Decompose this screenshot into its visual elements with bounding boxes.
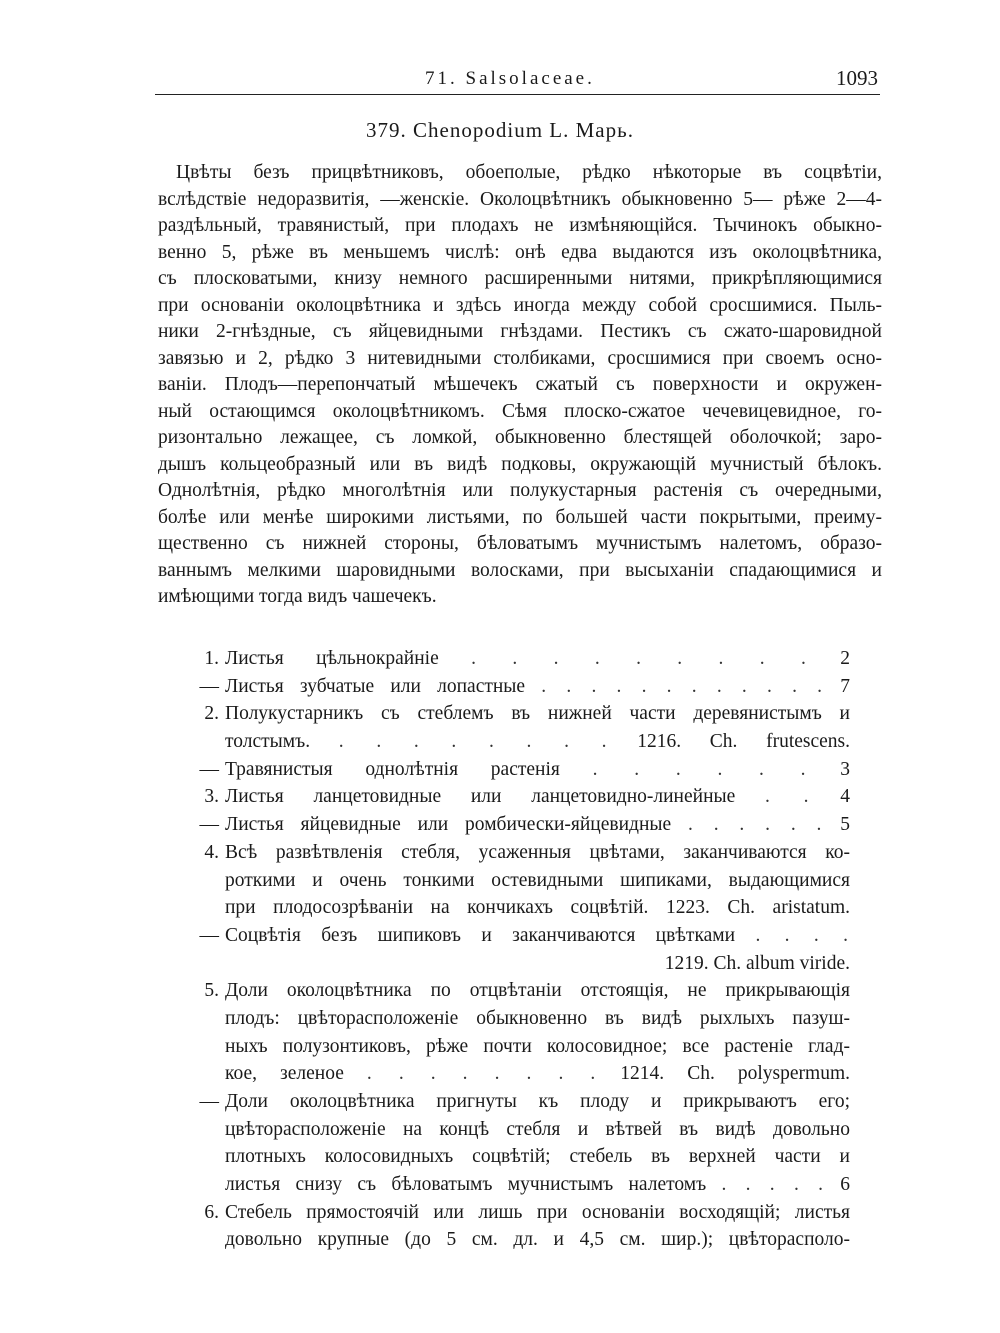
- key-text: Соцвѣтія безъ шипиковъ и заканчиваются цвѣтками: [225, 924, 736, 946]
- genus-description: [158, 160, 882, 611]
- key-text: Доли околоцвѣтника пригнуты къ плоду и прикрываютъ его;: [225, 1091, 850, 1112]
- key-row: [185, 811, 850, 839]
- key-reference: 1219. Ch. album viride.: [664, 952, 850, 974]
- key-row: [185, 977, 850, 1005]
- key-row: [185, 1088, 850, 1116]
- key-reference: 7: [840, 675, 850, 697]
- key-reference: 1223. Ch. aristatum.: [665, 897, 850, 919]
- key-row: [185, 867, 850, 895]
- key-row: [185, 700, 850, 728]
- key-reference: 2: [840, 648, 850, 669]
- key-row: [185, 1199, 850, 1227]
- description-line: съ плосковатыми, книзу немного расширенными нитями, прикрѣпляющимися: [158, 268, 882, 289]
- description-line: вслѣдствіе недоразвитія, —женскіе. Околоцвѣтникъ обыкновенно 5— рѣже 2—4-: [158, 188, 882, 210]
- key-leader: . . . . . . . . .: [471, 648, 808, 669]
- key-leader: . . . . . . . .: [338, 731, 609, 753]
- key-leader: . .: [765, 786, 811, 808]
- page-number: 1093: [836, 66, 878, 90]
- key-text: Доли околоцвѣтника по отцвѣтаніи отстоящія, не прикрывающія: [225, 980, 850, 1002]
- key-row: [185, 1060, 850, 1088]
- description-line: завязью и 2, рѣдко 3 нитевидными столбиками, сросшимися при своемъ осно-: [158, 347, 882, 369]
- description-line: венно 5, рѣже въ меньшемъ числѣ: онѣ едва выдаются изъ околоцвѣтника,: [158, 241, 882, 263]
- key-text: Всѣ развѣтвленія стебля, усаженныя цвѣтами, заканчиваются ко-: [225, 841, 850, 863]
- key-body: [225, 894, 850, 922]
- key-row: [185, 1033, 850, 1061]
- key-number: —: [199, 1091, 219, 1112]
- description-line: ваніи. Плодъ—перепончатый мѣшечекъ сжатый съ поверхности и окружен-: [158, 374, 882, 395]
- key-row: [185, 894, 850, 922]
- key-row: [185, 1226, 850, 1254]
- identification-key: [185, 645, 850, 1254]
- key-body: [225, 1143, 850, 1171]
- key-text: цвѣторасположеніе на концѣ стебля и вѣтвей въ видѣ довольно: [225, 1118, 850, 1140]
- key-number: 5.: [204, 980, 219, 1002]
- genus-heading: 379. Chenopodium L. Марь.: [366, 118, 634, 142]
- key-number: 4.: [204, 841, 219, 863]
- key-row: [185, 728, 850, 756]
- key-text: ныхъ полузонтиковъ, рѣже почти колосовидное; все растеніе глад-: [225, 1035, 850, 1057]
- key-number: —: [199, 675, 219, 697]
- description-line: ризонтально лежащее, съ ломкой, обыкновенно блестящей оболочкой; заро-: [158, 427, 882, 448]
- key-text: плотныхъ колосовидныхъ соцвѣтій; стебель въ верхней части и: [225, 1146, 850, 1168]
- key-leader: . . . . .: [721, 1174, 825, 1196]
- key-body: [225, 1088, 850, 1116]
- key-row: [185, 783, 850, 811]
- key-text: кое, зеленое: [225, 1063, 344, 1085]
- key-leader: . . . . . .: [688, 814, 824, 836]
- key-leader: . . . . . . . . . . . .: [541, 675, 825, 697]
- key-row: [185, 922, 850, 950]
- description-line: раздѣльный, травянистый, при плодахъ не измѣняющійся. Тычинокъ обыкно-: [158, 215, 882, 236]
- key-number: —: [199, 758, 219, 780]
- key-body: [225, 783, 850, 811]
- key-body: [225, 673, 850, 701]
- key-reference: 1214. Ch. polyspermum.: [620, 1063, 850, 1085]
- key-row: [185, 756, 850, 784]
- description-line: имѣющими тогда видъ чашечекъ.: [158, 586, 437, 607]
- description-line: Цвѣты безъ прицвѣтниковъ, обоеполые, рѣдко нѣкоторые въ соцвѣтіи,: [176, 162, 882, 183]
- key-row: [185, 1143, 850, 1171]
- key-body: [225, 1199, 850, 1227]
- description-line: при основаніи околоцвѣтника и здѣсь иногда между собой сросшимися. Пыль-: [158, 294, 882, 316]
- description-line: щественно съ нижней стороны, бѣловатымъ мучнистымъ налетомъ, образо-: [158, 533, 882, 554]
- key-text: Листья цѣльнокрайніе: [225, 648, 439, 669]
- key-body: [225, 728, 850, 756]
- key-text: довольно крупные (до 5 см. дл. и 4,5 см. шир.); цвѣторасполо-: [225, 1229, 850, 1251]
- key-text: Листья яйцевидные или ромбически-яйцевидные: [225, 814, 672, 836]
- description-line: ный остающимся околоцвѣтникомъ. Сѣмя плоско-сжатое чечевицевидное, го-: [158, 400, 882, 422]
- key-body: [225, 1171, 850, 1199]
- key-body: [225, 867, 850, 895]
- key-body: [225, 1116, 850, 1144]
- key-body: [225, 645, 850, 673]
- key-body: [225, 977, 850, 1005]
- key-leader: . . . .: [755, 924, 850, 946]
- key-number: 2.: [204, 703, 219, 725]
- key-number: —: [199, 814, 219, 836]
- description-line: болѣе или менѣе широкими листьями, по большей части покрытыми, преиму-: [158, 506, 882, 528]
- key-text: Травянистыя однолѣтнія растенія: [225, 758, 560, 780]
- key-text: Листья зубчатые или лопастные: [225, 675, 526, 697]
- key-body: [225, 950, 850, 978]
- key-row: [185, 1116, 850, 1144]
- key-leader: . . . . . . . .: [366, 1063, 598, 1085]
- section-title: 71. Salsolaceae.: [425, 68, 595, 89]
- description-line: дышъ кольцеобразный или въ видѣ подковы, окружающій мучнистый бѣлокъ.: [158, 453, 882, 475]
- key-text: Стебель прямостоячій или лишь при основаніи восходящій; листья: [225, 1201, 850, 1223]
- key-text: листья снизу съ бѣловатымъ мучнистымъ налетомъ: [225, 1174, 707, 1196]
- key-row: [185, 950, 850, 978]
- key-number: —: [199, 924, 219, 946]
- key-body: [225, 1005, 850, 1033]
- key-text: толстымъ.: [225, 731, 311, 753]
- key-body: [225, 756, 850, 784]
- key-reference: 3: [840, 758, 850, 780]
- key-number: 1.: [204, 648, 219, 669]
- key-text: Листья ланцетовидные или ланцетовидно-линейные: [225, 786, 736, 808]
- key-body: [225, 1033, 850, 1061]
- key-reference: 5: [840, 814, 850, 836]
- key-reference: 6: [840, 1174, 850, 1196]
- key-text: плодъ: цвѣторасположеніе обыкновенно въ видѣ рыхлыхъ пазуш-: [225, 1007, 850, 1029]
- key-row: [185, 1005, 850, 1033]
- key-text: Полукустарникъ съ стеблемъ въ нижней части деревянистымъ и: [225, 703, 850, 725]
- key-leader: . . . . . .: [592, 758, 808, 780]
- key-reference: 1216. Ch. frutescens.: [637, 731, 850, 753]
- key-text: роткими и очень тонкими остевидными шипиками, выдающимися: [225, 869, 850, 891]
- key-number: 3.: [204, 786, 219, 808]
- description-line: Однолѣтнія, рѣдко многолѣтнія или полукустарныя растенія съ очередными,: [158, 480, 882, 501]
- key-text: при плодосозрѣваніи на кончикахъ соцвѣтій.: [225, 897, 649, 919]
- key-row: [185, 673, 850, 701]
- key-row: [185, 839, 850, 867]
- key-row: [185, 1171, 850, 1199]
- key-row: [185, 645, 850, 673]
- key-body: [225, 700, 850, 728]
- running-head: [155, 64, 880, 95]
- key-number: 6.: [204, 1201, 219, 1223]
- description-line: ваннымъ мелкими шаровидными волосками, при высыханіи спадающимися и: [158, 559, 882, 581]
- key-body: [225, 1226, 850, 1254]
- key-body: [225, 922, 850, 950]
- key-reference: 4: [840, 786, 850, 808]
- key-body: [225, 839, 850, 867]
- key-body: [225, 1060, 850, 1088]
- description-line: ники 2-гнѣздные, съ яйцевидными гнѣздами. Пестикъ съ сжато-шаровидной: [158, 321, 882, 342]
- key-body: [225, 811, 850, 839]
